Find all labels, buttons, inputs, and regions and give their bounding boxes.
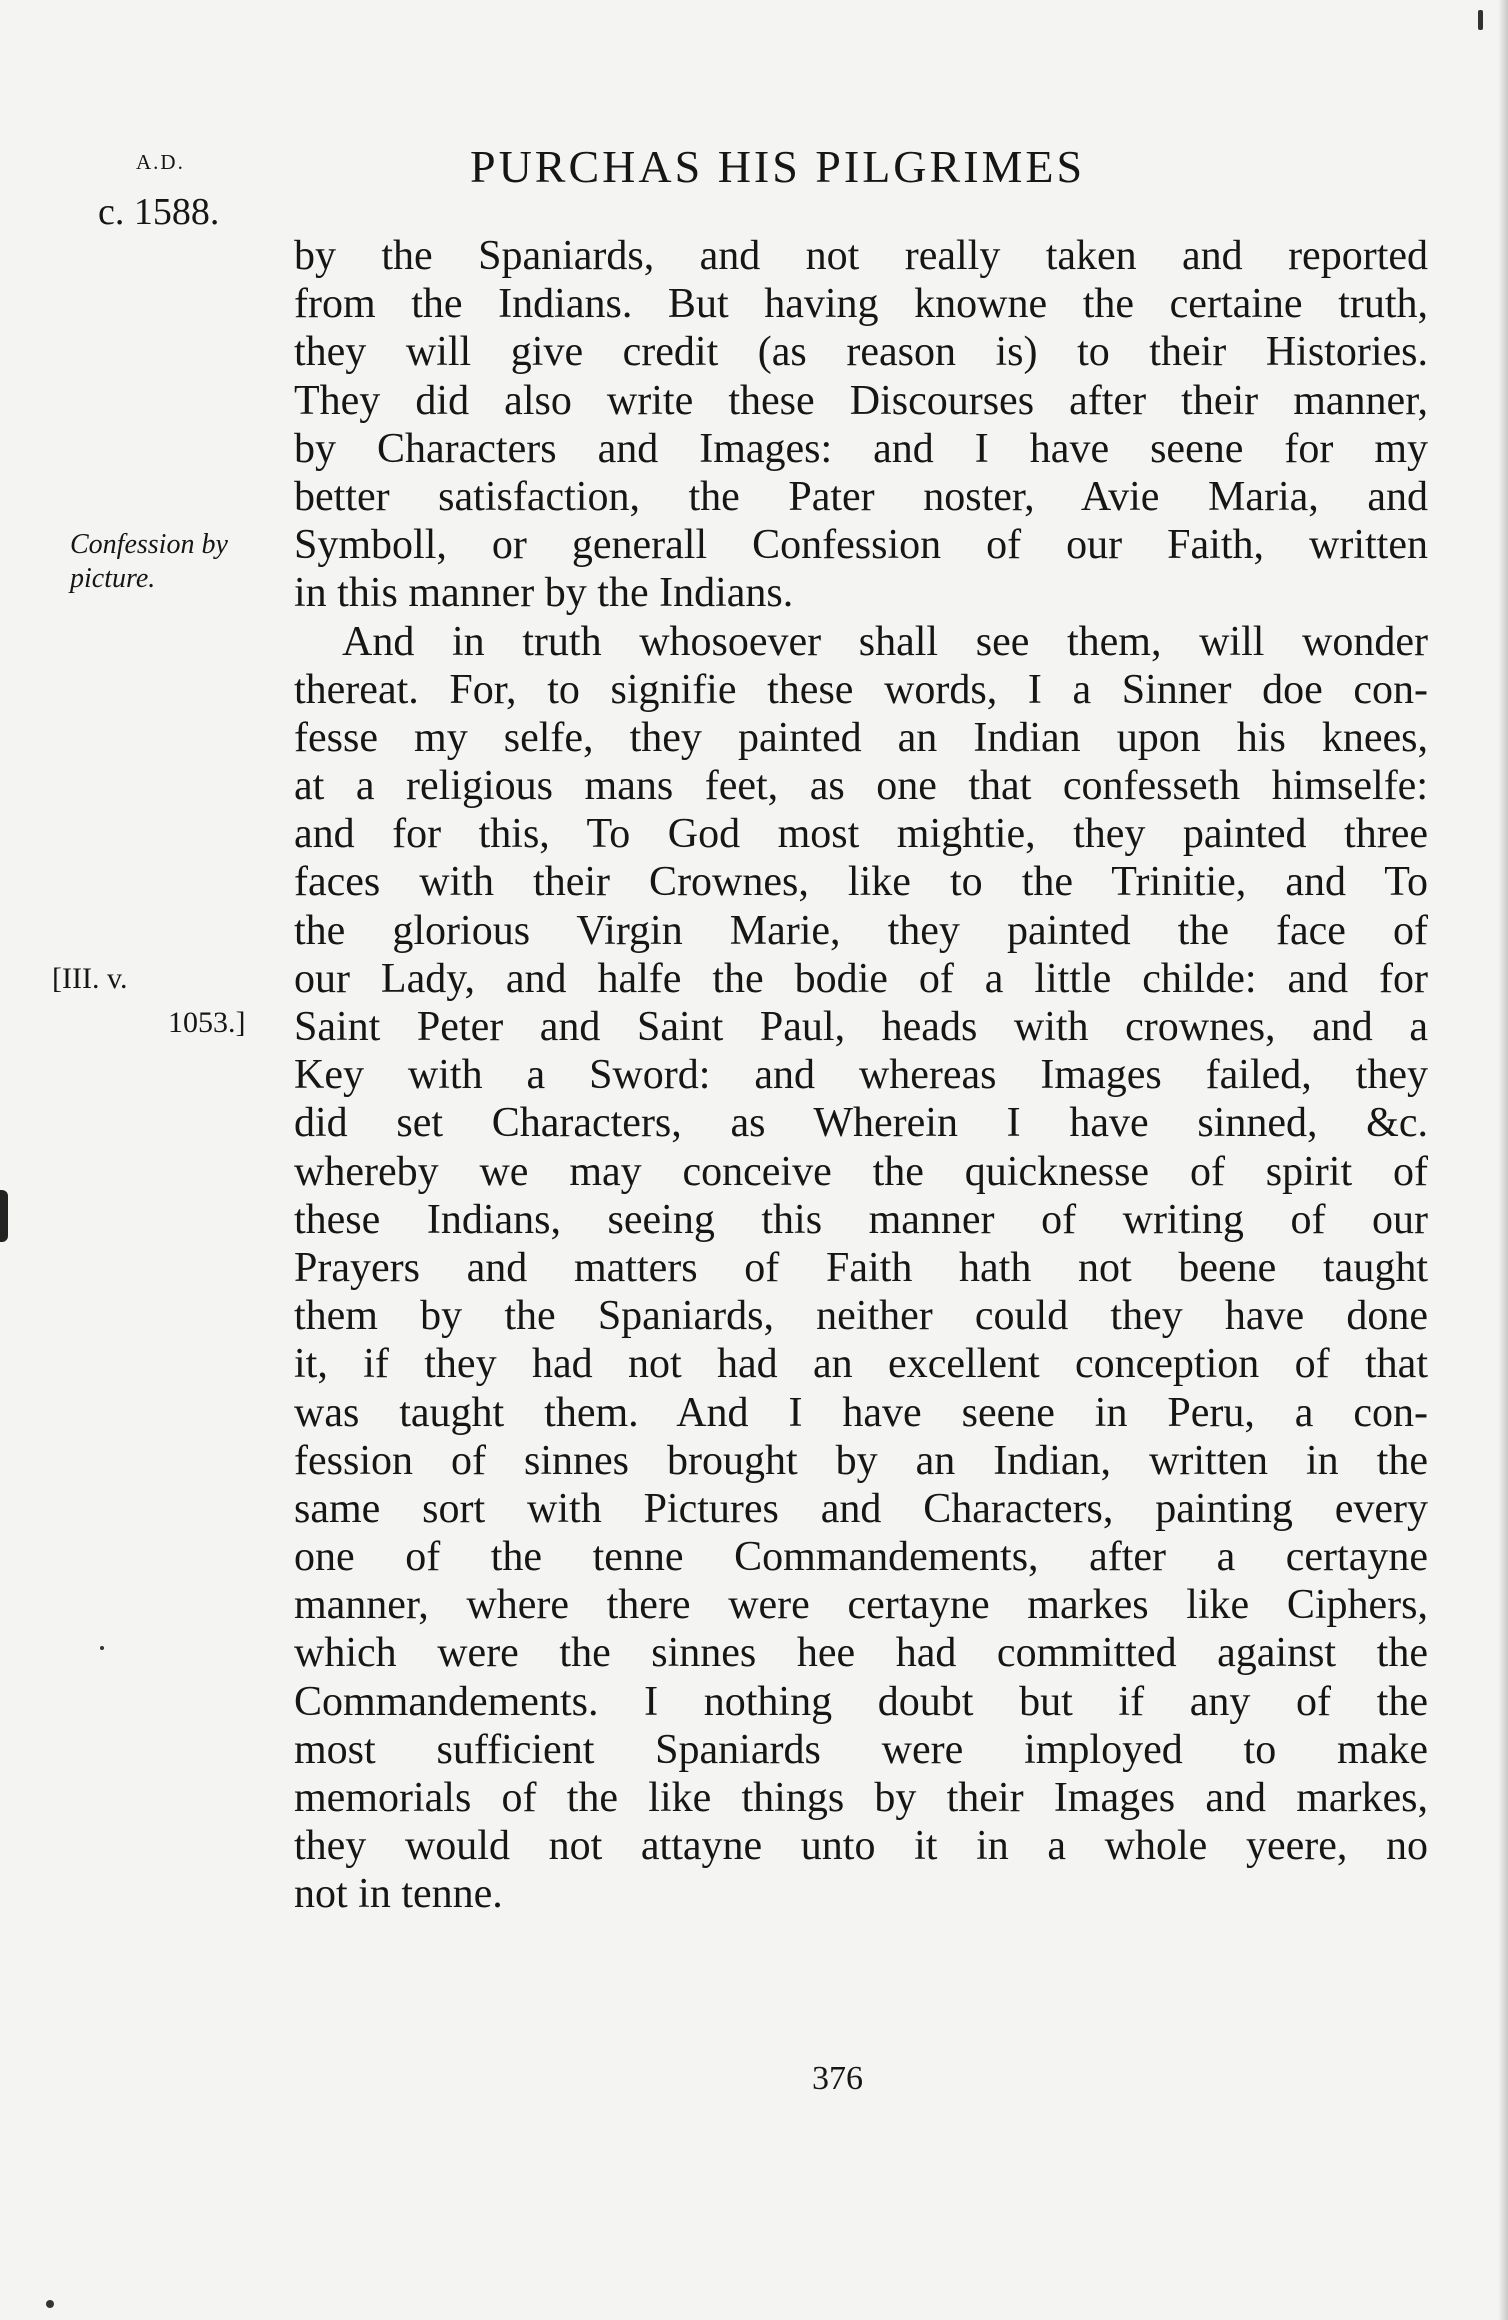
text-line: our Lady, and halfe the bodie of a little childe: and for	[294, 955, 1428, 1002]
text-line: thereat. For, to signifie these words, I a Sinner doe con-	[294, 666, 1428, 713]
text-line: in this manner by the Indians.	[294, 570, 794, 617]
text-line: did set Characters, as Wherein I have sinned, &c.	[294, 1100, 1428, 1147]
text-line: same sort with Pictures and Characters, painting every	[294, 1485, 1428, 1532]
text-line: manner, where there were certayne markes like Ciphers,	[294, 1582, 1428, 1629]
text-line: was taught them. And I have seene in Peru, a con-	[294, 1389, 1428, 1436]
margin-year: c. 1588.	[98, 191, 220, 233]
ad-label: A.D.	[136, 150, 185, 174]
running-title: PURCHAS HIS PILGRIMES	[470, 141, 1086, 192]
text-line: them by the Spaniards, neither could they have done	[294, 1293, 1428, 1340]
text-line: by the Spaniards, and not really taken and reported	[294, 233, 1428, 279]
text-line: they would not attayne unto it in a whole yeere, no	[294, 1823, 1428, 1870]
text-line: faces with their Crownes, like to the Trinitie, and To	[294, 859, 1428, 906]
text-line: Key with a Sword: and whereas Images failed, they	[294, 1052, 1428, 1099]
text-line: it, if they had not had an excellent conception of that	[294, 1341, 1428, 1388]
text-line: memorials of the like things by their Images and markes,	[294, 1775, 1428, 1821]
text-line: fesse my selfe, they painted an Indian upon his knees,	[294, 714, 1428, 761]
side-note-line: Confession by	[70, 529, 228, 560]
text-line: whereby we may conceive the quicknesse of spirit of	[294, 1148, 1428, 1195]
text-line: from the Indians. But having knowne the certaine truth,	[294, 281, 1428, 328]
ink-speck	[100, 1646, 104, 1650]
text-line: They did also write these Discourses after their manner,	[294, 377, 1428, 424]
text-line: Prayers and matters of Faith hath not beene taught	[294, 1244, 1428, 1291]
text-line: one of the tenne Commandements, after a certayne	[294, 1534, 1428, 1581]
text-line: Commandements. I nothing doubt but if any of the	[294, 1678, 1428, 1725]
text-line: these Indians, seeing this manner of writing of our	[294, 1196, 1428, 1243]
text-line: Symboll, or generall Confession of our Faith, written	[294, 522, 1428, 569]
side-note-line: picture.	[70, 563, 156, 594]
binding-mark	[0, 1190, 8, 1242]
text-line: most sufficient Spaniards were imployed to make	[294, 1726, 1428, 1773]
ink-speck	[46, 2300, 54, 2308]
page-number: 376	[812, 2060, 863, 2097]
text-line: the glorious Virgin Marie, they painted the face of	[294, 907, 1428, 954]
text-line: not in tenne.	[294, 1871, 503, 1918]
text-line: and for this, To God most mightie, they painted three	[294, 811, 1428, 858]
text-line: which were the sinnes hee had committed against the	[294, 1630, 1428, 1677]
margin-reference-volume: [III. v.	[52, 962, 128, 995]
text-line: by Characters and Images: and I have seene for my	[294, 425, 1428, 472]
body-text	[294, 232, 1428, 1919]
page-edge-shadow	[1498, 0, 1508, 2320]
side-note-confession	[70, 528, 228, 596]
text-line: Saint Peter and Saint Paul, heads with crownes, and a	[294, 1004, 1428, 1050]
text-line: at a religious mans feet, as one that confesseth himselfe:	[294, 763, 1428, 810]
margin-reference-page: 1053.]	[168, 1006, 246, 1039]
text-line: And in truth whosoever shall see them, will wonder	[342, 618, 1428, 665]
ink-speck	[1478, 10, 1483, 30]
text-line: fession of sinnes brought by an Indian, written in the	[294, 1437, 1428, 1484]
text-line: better satisfaction, the Pater noster, Avie Maria, and	[294, 473, 1428, 520]
text-line: they will give credit (as reason is) to their Histories.	[294, 329, 1428, 376]
